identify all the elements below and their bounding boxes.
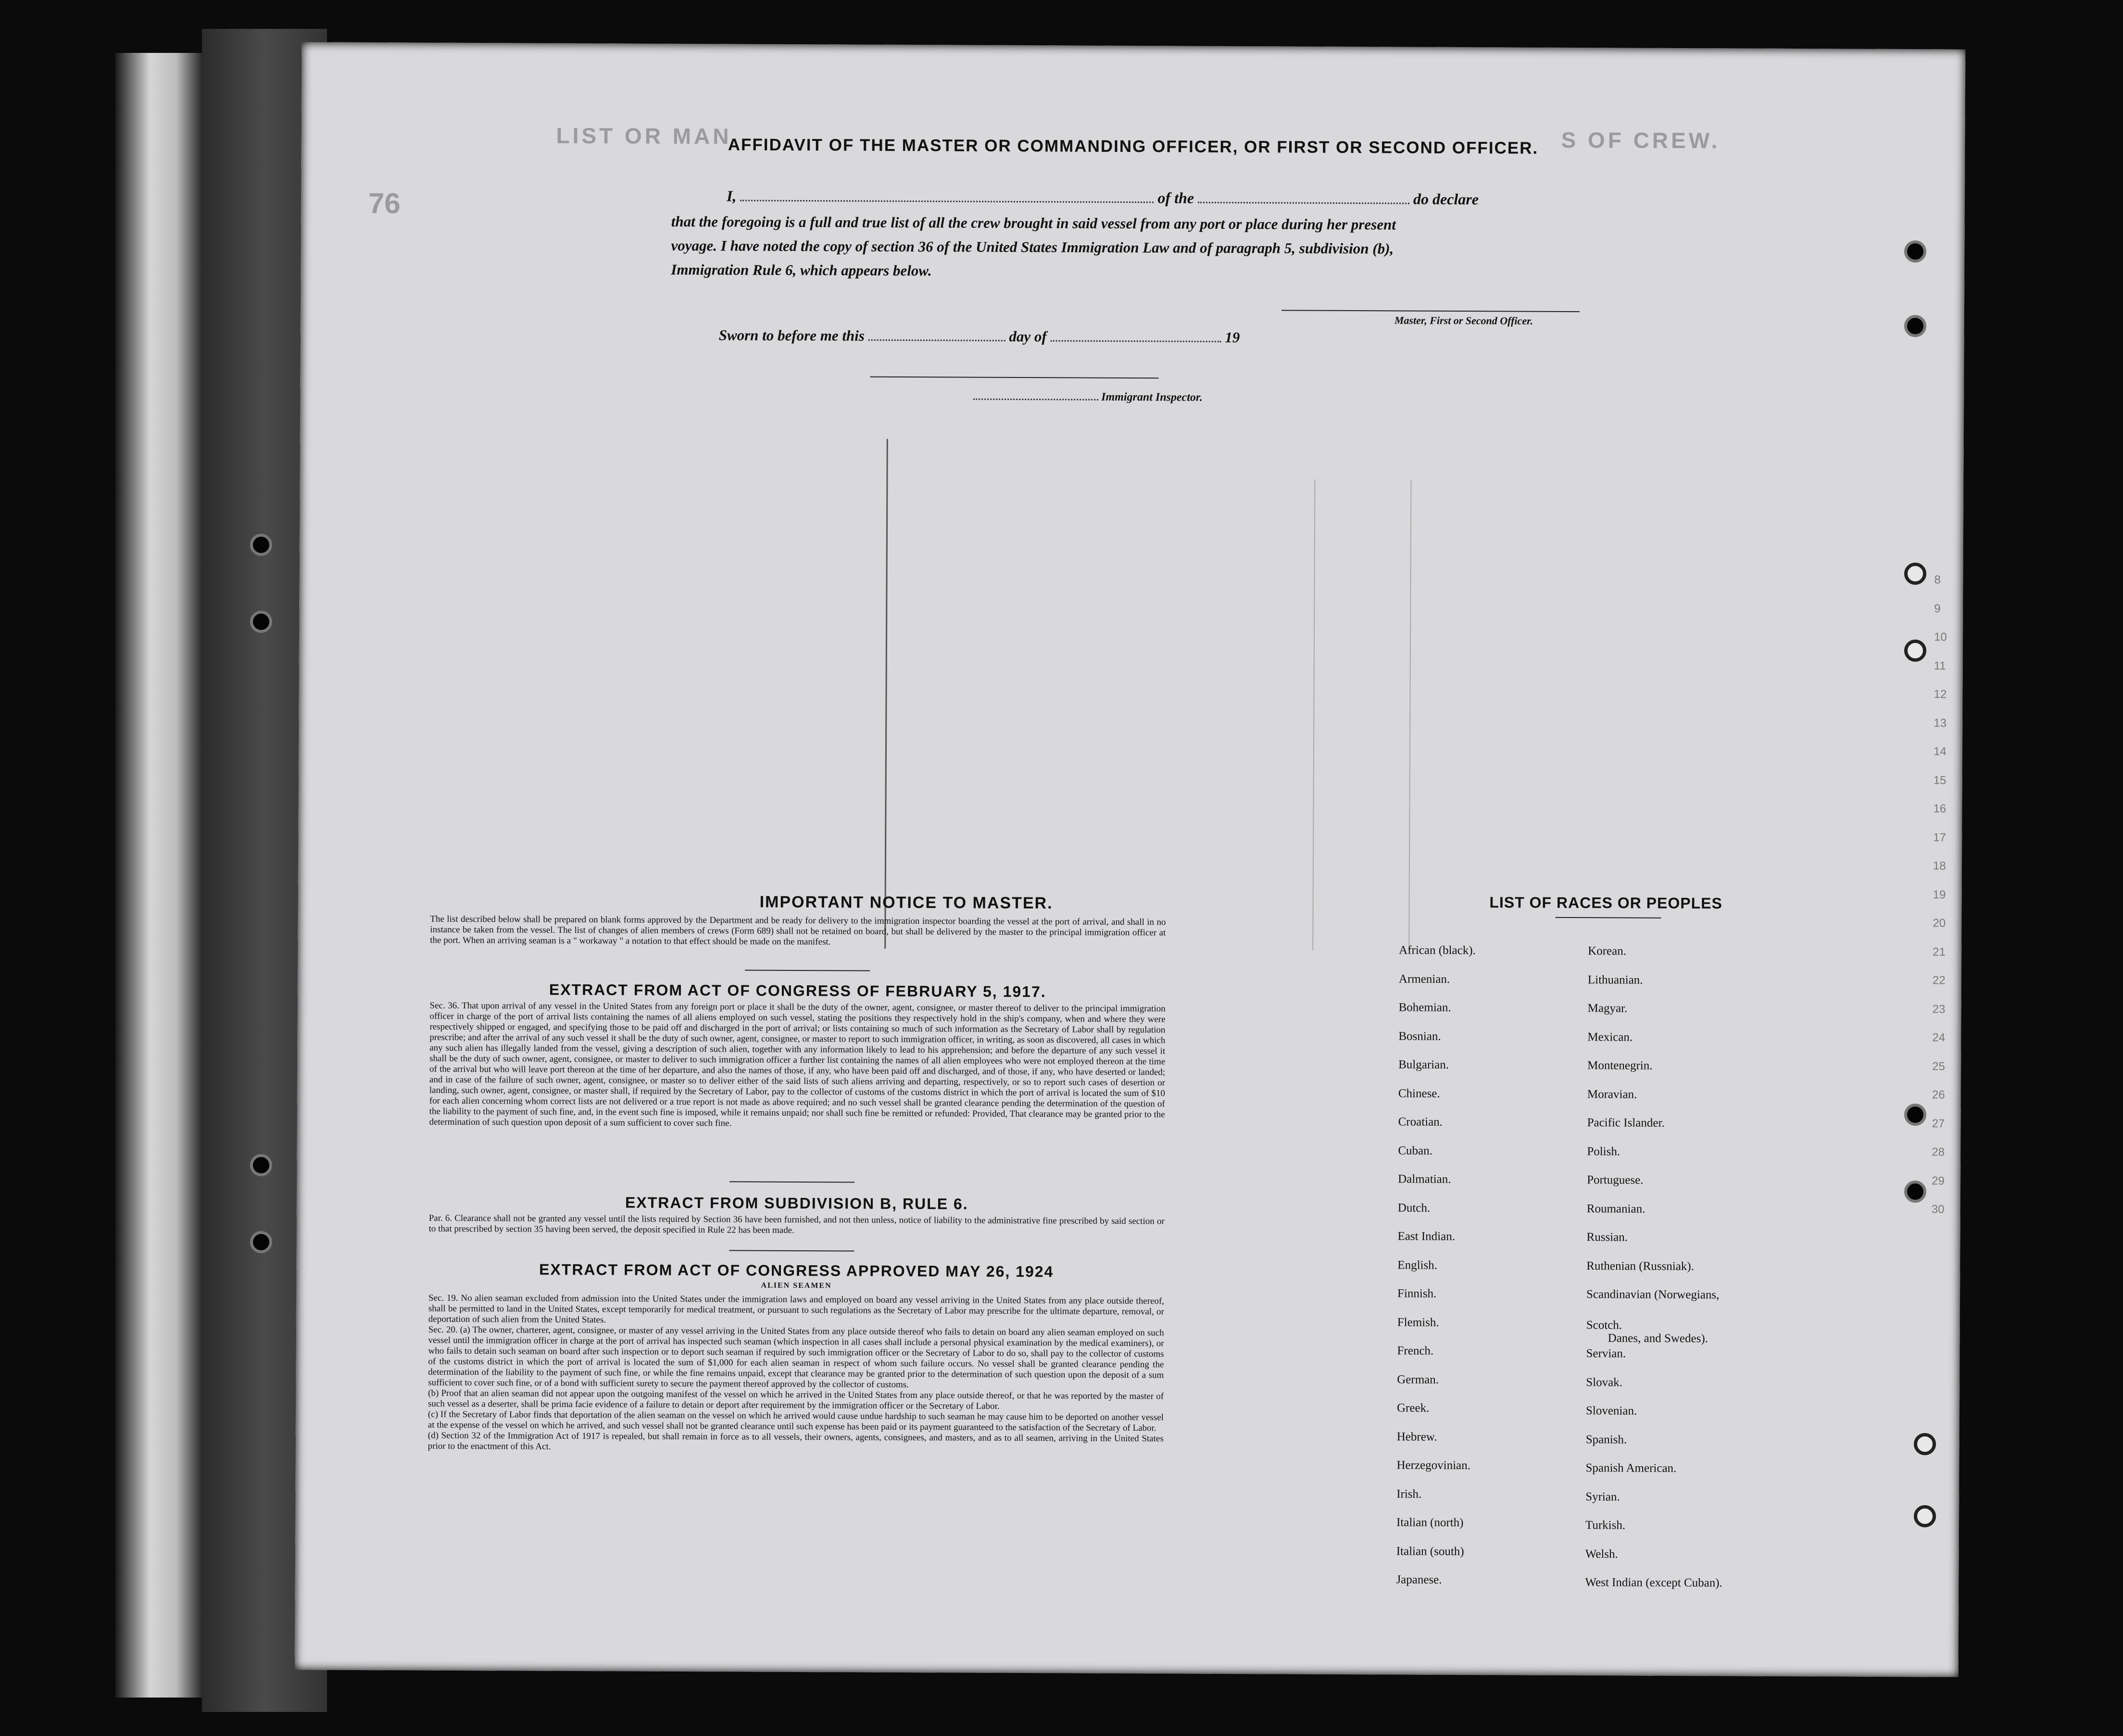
binder-hole [1914, 1505, 1936, 1527]
divider-1 [745, 970, 870, 971]
race-item: Ruthenian (Russniak). [1586, 1259, 1694, 1273]
master-signature-caption: Master, First or Second Officer. [1394, 314, 1533, 327]
race-item: Bohemian. [1398, 1001, 1451, 1014]
race-item: West Indian (except Cuban). [1585, 1576, 1722, 1590]
race-item: Russian. [1586, 1231, 1628, 1244]
race-item: Polish. [1587, 1145, 1621, 1158]
margin-row-number: 17 [1933, 831, 1946, 844]
master-signature-line [1281, 310, 1580, 312]
column-rule-left [884, 439, 888, 949]
race-scandinavian-line-2: Danes, and Swedes). [1608, 1332, 1708, 1346]
affidavit-of-the: of the [1157, 189, 1194, 207]
race-item: Flemish. [1397, 1316, 1439, 1329]
race-item: Slovenian. [1585, 1404, 1637, 1418]
margin-row-number: 22 [1932, 974, 1946, 987]
binder-hole [250, 1154, 272, 1176]
sec20a-paragraph: Sec. 20. (a) The owner, charterer, agent, consignee, or master of any vessel arriving in the United States from any place outside thereof who fails to detain on board any alien seaman employed on such vessel until the immigration officer in charge at the port of arrival has inspected such seaman (which inspection in all cases shall include a personal physical examination by the medical examiners), or who fails to detain such seaman on board after such inspection or to deport such seaman if required by such immigration officer or the Secretary of Labor to do so, shall pay to the collector of customs of the customs district in which the port of arrival is located the sum of $1,000 for each alien seaman in respect of whom such failure occurs. No vessel shall be granted clearance pending the determination of the liability to the payment of such fine, or while the fine remains unpaid, except that clearance may be granted prior to the determination of such question upon the deposit of a sum sufficient to cover such fine, or of a bond with sufficient surety to secure the payment thereof approved by the collector of customs. [428, 1324, 1164, 1390]
sec19-paragraph: Sec. 19. No alien seaman excluded from admission into the United States under the immigration laws and employed on board any vessel arriving in the United States from any place outside thereof, shall be permitted to land in the United States, except temporarily for medical treatment, or pursuant to such regulations as the Secretary of Labor may prescribe for the ultimate departure, removal, or deportation of such alien from the United States. [428, 1293, 1165, 1325]
bleed-through-header-end: S OF CREW. [1561, 127, 1721, 153]
race-item: Italian (north) [1396, 1516, 1464, 1530]
margin-row-number: 20 [1933, 917, 1946, 930]
margin-row-number: 8 [1934, 573, 1941, 587]
margin-row-number: 21 [1933, 945, 1946, 959]
race-item: African (black). [1399, 943, 1476, 957]
sec20d-paragraph: (d) Section 32 of the Immigration Act of 1917 is repealed, but shall remain in force as to all vessels, their owners, agents, consignees, and masters, and as to all seamen, arriving in the United States prior to the enactment of this Act. [427, 1430, 1164, 1452]
races-left-column [301, 42, 1965, 49]
affidavit-declare: do declare [1413, 190, 1479, 208]
affidavit-i: I, [726, 187, 737, 205]
margin-row-number: 23 [1932, 1003, 1946, 1016]
race-item: Hebrew. [1396, 1430, 1437, 1444]
races-title: LIST OF RACES OR PEOPLES [1489, 893, 1722, 912]
vessel-blank [1198, 202, 1409, 204]
race-item: Italian (south) [1396, 1545, 1464, 1559]
divider-2 [729, 1181, 854, 1182]
binder-hole [1904, 315, 1926, 337]
margin-row-number: 16 [1933, 802, 1947, 816]
race-item: Chinese. [1398, 1087, 1440, 1100]
race-item: Bosnian. [1398, 1030, 1441, 1043]
extract-1917-title: EXTRACT FROM ACT OF CONGRESS OF FEBRUARY 5, 1917. [549, 981, 1046, 1001]
sec20b-paragraph: (b) Proof that an alien seaman did not appear upon the outgoing manifest of the vessel on which he arrived in the United States from any place outside thereof, or that he was reported by the master of such vessel as a deserter, shall be prima facie evidence of a failure to detain or deport after requirement by the immigration officer or the Secretary of Labor. [428, 1388, 1164, 1411]
margin-row-number: 15 [1933, 774, 1947, 787]
race-item: Moravian. [1587, 1088, 1637, 1101]
race-item: Roumanian. [1586, 1202, 1646, 1216]
column-rule-right [1408, 480, 1411, 951]
affidavit-line-2: that the foregoing is a full and true list of all the crew brought in said vessel from any port or place during her present [671, 213, 1396, 233]
binder-hole [250, 1231, 272, 1253]
margin-row-number: 9 [1934, 602, 1941, 616]
race-item: Portuguese. [1587, 1173, 1644, 1187]
binder-hole [1904, 640, 1926, 662]
race-item: Scandinavian (Norwegians, [1586, 1288, 1720, 1302]
binder-hole [250, 534, 272, 556]
binder-hole [1904, 240, 1926, 263]
binder-hole [1904, 1181, 1926, 1203]
inspector-text: Immigrant Inspector. [1101, 390, 1203, 404]
column-rule-mid [1312, 479, 1315, 951]
race-item: Scotch. [1586, 1319, 1622, 1332]
notice-text: The list described below shall be prepared on blank forms approved by the Department and be ready for delivery to the immigration inspector boarding the vessel at the port of arrival, and shall in no instance be taken from the vessel. The list of changes of alien members of crews (Form 689) shall not be retained on board, but shall be delivered by the master to the principal immigration officer at the port. When an arriving seaman is a " workaway " a notation to that effect should be made on the manifest. [430, 914, 1166, 947]
bleed-through-number: 76 [368, 187, 401, 220]
margin-row-number: 26 [1932, 1088, 1945, 1102]
extract-rule6-text: Par. 6. Clearance shall not be granted any vessel until the lists required by Section 36 have been furnished, and not then unless, notice of liability to the administrative fine prescribed by said section or to that prescribed by section 35 having been served, the deposit specified in Rule 22 has been made. [428, 1213, 1165, 1235]
margin-row-number: 14 [1933, 745, 1947, 758]
sworn-line [719, 327, 1240, 346]
extract-1924-title: EXTRACT FROM ACT OF CONGRESS APPROVED MAY 26, 1924 [539, 1260, 1054, 1281]
margin-row-number: 28 [1932, 1145, 1945, 1159]
margin-row-number: 19 [1933, 888, 1946, 902]
race-item: Spanish American. [1585, 1461, 1677, 1475]
race-item: Irish. [1396, 1487, 1422, 1501]
margin-row-number: 29 [1932, 1174, 1945, 1188]
margin-row-number: 30 [1931, 1203, 1945, 1216]
extract-1924-body [428, 1293, 1164, 1455]
margin-row-number: 12 [1934, 688, 1947, 701]
bleed-through-header: LIST OR MAN [556, 123, 732, 149]
race-item: Cuban. [1398, 1144, 1432, 1157]
race-item: Armenian. [1398, 972, 1450, 986]
race-item: Syrian. [1585, 1490, 1620, 1504]
extract-1917-text: Sec. 36. That upon arrival of any vessel in the United States from any foreign port or place it shall be the duty of the owner, agent, consignee, or master thereof to deliver to the principal immigration officer in charge of the port of arrival lists containing the names of all aliens employed on such vessel, stating the positions they respectively hold in the ship's company, when and where they were respectively shipped or engaged, and specifying those to be paid off and discharged in the port of arrival; or lists containing so much of such information as the Secretary of Labor shall by regulation prescribe; and after the arrival of any such vessel it shall be the duty of such owner, agent, consignee, or master to report to such immigration officer, in writing, as soon as discovered, all cases in which any such alien has illegally landed from the vessel, giving a description of such alien, together with any information likely to lead to his apprehension; and before the departure of any such vessel it shall be the duty of such owner, agent, consignee, or master to deliver to such immigration officer a further list containing the names of all alien employees who were not employed thereon at the time of the arrival but who will leave port thereon at the time of her departure, and also the names of those, if any, who have been paid off and discharged, and of those, if any, who have deserted or landed; and in case of the failure of such owner, agent, consignee, or master so to deliver either of the said lists of such aliens arriving and departing, respectively, or so to report such cases of desertion or landing, such owner, agent, consignee, or master shall, if required by the Secretary of Labor, pay to the collector of customs of the customs district in which the port of arrival is located the sum of $10 for each alien concerning whom correct lists are not delivered or a true report is not made as above required; and no such vessel shall be granted clearance pending the determination of the question of the liability to the payment of such fine, and, in the event such fine is imposed, while it remains unpaid; nor shall such fine be remitted or refunded: Provided, That clearance may be granted prior to the determination of such question upon deposit of a sum sufficient to cover such fine. [429, 1000, 1166, 1129]
race-item: Croatian. [1398, 1115, 1443, 1129]
day-of-text: day of [1009, 327, 1047, 345]
margin-row-number: 24 [1932, 1031, 1946, 1044]
race-item: Korean. [1588, 944, 1627, 958]
race-item: East Indian. [1397, 1230, 1456, 1243]
race-item: Welsh. [1585, 1547, 1618, 1561]
race-item: Dutch. [1397, 1201, 1431, 1215]
margin-row-numbers [301, 42, 1965, 49]
races-right-column [301, 42, 1965, 49]
margin-row-number: 13 [1934, 717, 1947, 730]
manifest-page [295, 42, 1966, 1677]
race-item: Magyar. [1587, 1002, 1628, 1015]
inspector-blank [973, 399, 1098, 401]
inspector-rule [870, 377, 1158, 379]
race-item: Japanese. [1396, 1573, 1442, 1586]
race-item: Turkish. [1585, 1519, 1626, 1532]
divider-3 [729, 1250, 854, 1251]
extract-rule6-title: EXTRACT FROM SUBDIVISION B, RULE 6. [625, 1194, 968, 1213]
day-blank [868, 340, 1005, 341]
sworn-text: Sworn to before me this [718, 327, 865, 344]
inspector-caption [973, 390, 1203, 404]
race-item: Herzegovinian. [1396, 1459, 1470, 1472]
margin-row-number: 10 [1934, 630, 1947, 644]
affidavit-line-1 [727, 187, 1592, 209]
affidavit-line-3: voyage. I have noted the copy of section 36 of the United States Immigration Law and of paragraph 5, subdivision (b), [671, 237, 1394, 257]
race-item: Mexican. [1587, 1031, 1633, 1044]
race-item: Montenegrin. [1587, 1059, 1653, 1072]
name-blank [740, 200, 1154, 203]
binder-hole [250, 611, 272, 633]
margin-row-number: 25 [1932, 1060, 1945, 1073]
margin-row-number: 18 [1933, 859, 1946, 873]
affidavit-title: AFFIDAVIT OF THE MASTER OR COMMANDING OFFICER, OR FIRST OR SECOND OFFICER. [728, 135, 1539, 158]
race-item: French. [1397, 1344, 1434, 1358]
margin-row-number: 11 [1934, 659, 1946, 673]
race-item: Dalmatian. [1398, 1172, 1451, 1186]
race-item: Bulgarian. [1398, 1058, 1449, 1071]
race-item: Lithuanian. [1587, 973, 1643, 987]
race-item: Servian. [1586, 1347, 1626, 1360]
race-item: Greek. [1396, 1401, 1430, 1415]
binder-edge [115, 53, 202, 1698]
race-item: German. [1397, 1373, 1439, 1386]
notice-title: IMPORTANT NOTICE TO MASTER. [759, 893, 1053, 913]
race-item: Pacific Islander. [1587, 1116, 1665, 1130]
sec20c-paragraph: (c) If the Secretary of Labor finds that deportation of the alien seaman on the vessel on which he arrived would cause undue hardship to such seaman he may cause him to be deported on another vessel at the expense of the vessel on which he arrived, and such vessel shall not be granted clearance until such expense has been paid or its payment guaranteed to the satisfaction of the Secretary of Labor. [427, 1409, 1164, 1434]
binder-hole [1904, 1104, 1926, 1126]
race-item: Spanish. [1585, 1433, 1627, 1447]
margin-row-number: 27 [1932, 1117, 1945, 1131]
extract-1924-subtitle: ALIEN SEAMEN [761, 1281, 832, 1290]
binder-hole [1914, 1433, 1936, 1455]
binder-hole [1904, 563, 1926, 585]
month-blank [1050, 340, 1221, 342]
race-item: Finnish. [1397, 1287, 1437, 1300]
race-item: English. [1397, 1258, 1438, 1272]
race-item: Slovak. [1586, 1376, 1623, 1389]
affidavit-line-4: Immigration Rule 6, which appears below. [671, 261, 932, 279]
races-divider [1555, 917, 1661, 918]
year-text: 19 [1225, 328, 1240, 346]
